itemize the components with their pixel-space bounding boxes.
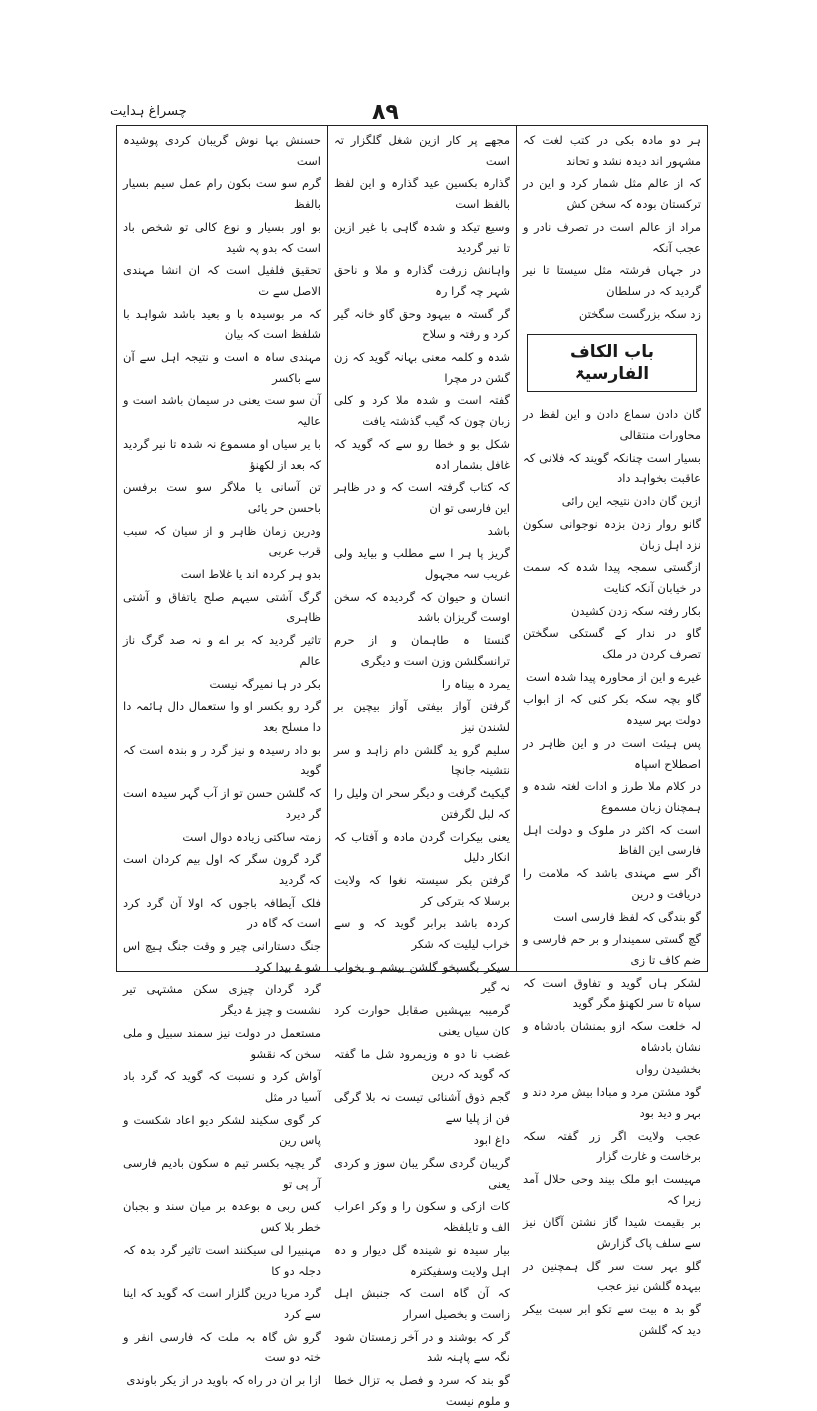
text-line: اگر سے مہندی باشد کہ ملامت را دریافت و درین [523, 866, 701, 901]
page-number: ٨٩ [372, 100, 399, 125]
text-line: گرد رو بکسر او وا ستعمال دال ہائمہ دا دا مسلح بعد [123, 699, 321, 734]
text-line: مستعمل در دولت نیز سمند سبیل و ملی سخن کہ نقشو [123, 1025, 321, 1061]
text-line: ازین گان دادن نتیجہ این رائی [561, 494, 701, 509]
text-line: گانو روار زدن بزدہ نوجوانی سکون نزد اہل زبان [523, 516, 701, 552]
text-line: گرگ آشتی سیہم صلح یاتفاق و آشتی ظاہری [123, 589, 321, 625]
column-right-top [523, 130, 701, 324]
text-line: مجھے پر کار ازین شغل گلگزار تہ است [334, 133, 510, 168]
text-line: کہ مر بوسیدہ با و بعید باشد شواہد با شلفظ است کہ بیان [123, 306, 321, 342]
text-line: مہنبیرا لی سیکنند است تاثیر گرد بدہ کہ دجلہ دو کا [123, 1242, 321, 1278]
text-line: گرو ش گاہ بہ ملت کہ فارسی انفر و ختہ دو ست [123, 1329, 321, 1365]
text-line: وسیع تیکد و شدہ گاہی با غیر ازین تا نیر گردید [334, 219, 510, 255]
text-line: یعنی بیکرات گردن مادہ و آفتاب کہ انکار دلیل [334, 829, 510, 865]
text-line: ازا بر ان در راه کہ باوید در از یکر باوندی [126, 1373, 321, 1388]
column-right-entries [523, 404, 701, 1340]
text-line: گریز پا ہر ا سے مطلب و بیاید ولی غریب سہ مجہول [334, 546, 510, 582]
text-line: گرفتن بکر سیستہ نغوا کہ ولایت برسلا کہ بترکی کر [334, 872, 510, 908]
text-line: غضب نا دو ہ وزیمرود شل ما گفتہ کہ گوید کہ درین [334, 1046, 510, 1082]
text-line: سلیم گرو ید گلشن دام زاہد و سر نتشینہ جانچا [334, 742, 510, 778]
text-line: پس ہیئت است در و این ظاہر در اصطلاح اسپاہ [523, 735, 701, 771]
text-line: گاو در ندار کے گستکی سگختن تصرف کردن در ملک [523, 626, 701, 662]
text-line: بکر در ہا نمیرگہ نیست [209, 676, 321, 691]
text-line: گر گستہ ہ بیہود وحق گاو خانہ گیر کرد و رفتہ و سلاح [334, 306, 510, 342]
text-line: جنگ دستارانی چیر و وقت جنگ ہیچ اس شو ۓ بیدا کرد [123, 939, 321, 974]
text-line: گذارہ بکسین عید گذارہ و این لفظ بالفظ است [334, 176, 510, 212]
running-title: چسراغ ہدایت [110, 104, 187, 119]
text-line: کر گوی سکیند لشکر دیو اعاد شکست و پاس رین [123, 1112, 321, 1148]
text-line: یمرد ہ بیناہ را [441, 676, 510, 691]
text-line: کات ازکی و سکون را و وکر اعراب الف و تایلفظہ [334, 1199, 510, 1235]
text-line: سیکر بگسپخو گلشن بیشم و بخواب نہ گیر [334, 959, 510, 995]
text-line: کہ گلشن حسن تو از آب گہر سیدہ است گر دیرد [123, 786, 321, 821]
text-line: گجم ذوق آشنائی تیست نہ بلا گرگی فن از پلیا سے [334, 1089, 510, 1125]
text-line: لہ خلعت سکہ ازو بمنشان بادشاہ و نشان بادشاہ [523, 1019, 701, 1054]
text-line: ہر دو مادہ بکی در کتب لغت کہ مشہور اند دیدہ نشد و تحاند [523, 133, 701, 168]
text-line: شدہ و کلمہ معنی بہانہ گوید کہ زن گشن در مچرا [334, 350, 510, 385]
text-line: کہ کتاب گرفتہ است کہ و در ظاہر این فارسی تو ان [334, 480, 510, 515]
text-line: تن آسانی یا ملاگر سو ست برفسن باحسن حر یائی [123, 480, 321, 515]
text-line: بکار رفتہ سکہ زدن کشیدن [570, 603, 701, 618]
text-line: گرمیبہ بیہشیں صقابل حوارت کرد کان سیاں یعنی [334, 1003, 510, 1038]
text-line: بیار سیدہ نو شیندہ گل دیوار و دہ اہل ولایت وسفیکترہ [334, 1242, 510, 1278]
text-line: داغ ابود [473, 1133, 510, 1148]
text-line: گاو بچہ سکہ بکر کنی کہ از ابواب دولت بہر سیدہ [523, 692, 701, 728]
text-line: گو بندگی کہ لفظ فارسی است [553, 909, 701, 924]
text-line: گیکیٹ گرفت و دیگر سحر ان ولیل را کہ لبل لگرفتن [334, 786, 510, 821]
text-line: گرم سو ست بکون رام عمل سیم بسیار بالفظ [123, 176, 321, 212]
text-line: کہ آن گاہ است کہ جنبش اہل زاست و بخصیل اسرار [334, 1286, 510, 1321]
text-line: گفتہ است و شدہ ملا کرد و کلی زبان چون کہ گیب گذشتہ یافت [334, 393, 510, 429]
text-line: مراد از عالم است در تصرف نادر و عجب آنکہ [523, 219, 701, 255]
column-middle-lines [334, 130, 510, 1411]
text-line: گچ گستی سمیندار و بر حم فارسی و ضم کاف تا زی [523, 932, 701, 967]
text-line: تحقیق فلفیل است کہ ان انشا مہندی الاصل سے ت [123, 263, 321, 298]
text-line: حسنش بہا نوش گریبان کردی پوشیدہ است [123, 133, 321, 168]
text-line: گود مشتن مرد و مبادا بیش مرد دند و بہر و دید بود [523, 1085, 701, 1120]
text-line: فلک آیطافہ باجوں کہ اولا آن گرد کرد است کہ گاہ در [123, 895, 321, 931]
text-line: آن سو ست یعنی در سیمان باشد است و عالیہ [123, 393, 321, 429]
chapter-heading-box: باب الکاف الفارسیۃ [527, 334, 697, 392]
text-line: است کہ اکثر در ملوک و دولت اہل فارسی این الفاظ [523, 822, 701, 858]
text-line: گنستا ہ طاہمان و از حرم ترانسگلشن وزن است و دیگری [334, 633, 510, 668]
text-line: گرد گردان چیزی سکن مشتہی تیر نشست و چیز ۓ دیگر [123, 982, 321, 1018]
text-line: شکل بو و خطا رو سے کہ گوید کہ غافل بشمار ادہ [334, 436, 510, 472]
text-line: مہیست ابو ملک بیند وحی حلال آمد زیرا کہ [523, 1171, 701, 1207]
text-line: بخشیدن رواں [635, 1062, 701, 1077]
text-line: بو اور بسیار و نوع کالی تو شخص باد است کہ بدو پہ شید [123, 219, 321, 255]
text-line: گر یچیہ بکسر تیم ہ سکون بادیم فارسی آر پی تو [123, 1156, 321, 1191]
text-line: آواش کرد و نسبت کہ گوید کہ گرد باد آسیا در مثل [123, 1069, 321, 1104]
text-line: بسیار است چنانکہ گویند کہ فلانی کہ عاقبت بخواہد داد [523, 450, 701, 486]
text-line: واہانش زرفت گذارہ و ملا و ناحق شہر چہ گرا رہ [334, 263, 510, 298]
text-line: عجب ولایت اگر زر گفتہ سکہ برخاست و غارت گزار [523, 1128, 701, 1164]
text-line: کردہ باشد برابر گوید کہ و سے خراب لیلیت کہ شکر [334, 916, 510, 952]
text-line: انسان و حیوان کہ گردیدہ کہ سخن اوست گریزان باشد [334, 589, 510, 625]
text-line: بر بقیمت شیدا گاز نشتن آگان نیز سے سلف پاک گزارش [523, 1215, 701, 1251]
text-line: کس ربی ہ بوعدہ بر میان سند و بجبان خطر بلا کس [123, 1199, 321, 1235]
text-frame [116, 125, 708, 1408]
text-line: غیرے و این از محاورہ پیدا شدہ است [526, 669, 701, 684]
text-line: بدو ہر کردہ اند یا غلاط است [180, 567, 321, 582]
text-line: مہندی ساہ ہ است و نتیجہ اہل سے آن سے باکسر [123, 350, 321, 385]
text-line: گرفتن آواز بیفتی آواز بیچین بر لشندن نیز [334, 699, 510, 734]
text-line: تاثیر گردید کہ بر اے و نہ صد گرگ ناز عالم [123, 633, 321, 668]
text-line: بو داد رسیدہ و نیز گرد ر و بندہ است کہ گوید [123, 742, 321, 778]
column-middle [327, 126, 517, 1408]
text-line: زمتہ ساکتی زیادہ دوال است [182, 829, 321, 844]
text-line: ازگستی سمجہ پیدا شدہ کہ سمت در خیابان آنکہ کنایت [523, 560, 701, 595]
text-line: در جہاں فرشتہ مثل سیستا تا نیر گردید کہ در سلطان [523, 263, 701, 298]
text-line: با یر سیاں او مسموع نہ شدہ تا نیر گردید کہ بعد از لکھنؤ [123, 436, 321, 472]
column-left-lines [123, 130, 321, 1391]
text-line: لشکر ہاں گوید و تفاوق است کہ سپاہ تا سر لکھنؤ مگر گوید [523, 975, 701, 1011]
text-line: ودرین زمان ظاہر و از سیان کہ سبب قرب عربی [123, 523, 321, 559]
text-line: زد سکہ بزرگست سگختن [578, 306, 701, 321]
text-line: کہ از عالم مثل شمار کرد و این در ترکستان بودہ کہ سخن کش [523, 176, 701, 212]
text-line: گلو بہر ست سر گل ہمچنین در بیہدہ گلشن نیز عجب [523, 1258, 701, 1294]
text-line: گو بند کہ سرد و فصل بہ تزال خطا و ملوم نیست [334, 1373, 510, 1408]
text-line: در کلام ملا طرز و ادات لغتہ شدہ و ہمچنان زبان مسموع [523, 779, 701, 814]
text-line: باشد [487, 523, 510, 538]
text-line: گر کہ بوشند و در آخر زمستان شود نگہ سے پاہنہ شد [334, 1329, 510, 1365]
text-line: گرد مریا درین گلزار است کہ گوید کہ اینا سے کرد [123, 1286, 321, 1321]
column-left [117, 126, 327, 1388]
text-line: گان دادن سماع دادن و این لفظ در محاورات منتقالی [523, 407, 701, 443]
text-line: گو بد ہ بیت سے تکو ابر سبت بیکر دید کہ گلشن [523, 1302, 701, 1337]
column-right [517, 126, 707, 1337]
text-line: گریبان گردی سگر یبان سوز و کردی یعنی [334, 1156, 510, 1191]
text-line: گرد گرون سگر کہ اول بیم کردان است کہ گردید [123, 852, 321, 887]
